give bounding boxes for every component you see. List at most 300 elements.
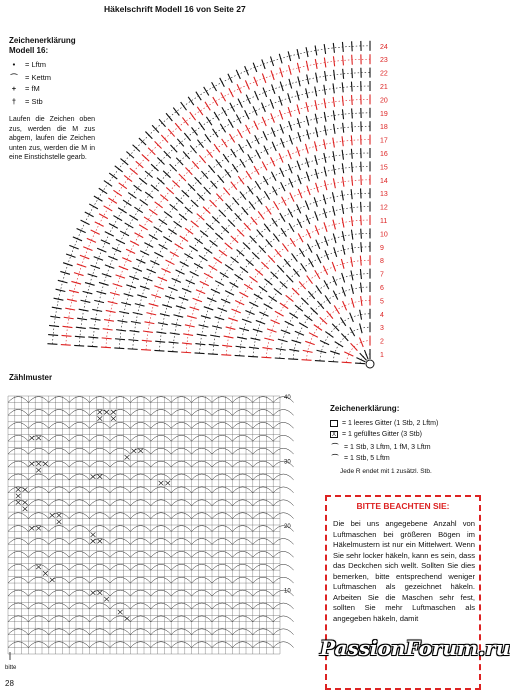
- arch-mark: [171, 564, 191, 570]
- arch-mark: [69, 487, 89, 493]
- arch-mark: [8, 397, 28, 403]
- stitch-mark: [182, 117, 188, 125]
- stitch-mark: [85, 283, 95, 286]
- arch-mark: [192, 603, 212, 609]
- stitch-mark: [297, 204, 301, 213]
- arch-mark: [130, 590, 150, 596]
- stitch-mark: [74, 273, 84, 276]
- stitch-mark: [289, 79, 292, 89]
- arch-mark: [171, 629, 191, 635]
- stitch-mark: [324, 85, 326, 95]
- stitch-mark: [182, 190, 189, 197]
- arch-mark: [273, 435, 293, 441]
- arch-mark: [212, 474, 232, 480]
- stitch-mark: [343, 69, 344, 79]
- arch-mark: [90, 513, 110, 519]
- arch-mark: [171, 616, 191, 622]
- filled-mesh: [111, 410, 116, 414]
- arch-mark: [273, 513, 293, 519]
- arch-mark: [212, 616, 232, 622]
- round-number: 9: [380, 244, 384, 252]
- arch-mark: [49, 410, 69, 416]
- round-number: 6: [380, 285, 384, 292]
- stitch-mark: [281, 330, 290, 334]
- arch-mark: [212, 487, 232, 493]
- stitch-mark: [144, 217, 152, 222]
- arch-mark: [130, 577, 150, 583]
- filled-mesh: [36, 468, 41, 472]
- arch-mark: [232, 551, 252, 557]
- arch-mark: [49, 487, 69, 493]
- arch-mark: [171, 474, 191, 480]
- arch-mark: [28, 448, 48, 454]
- arch-mark: [212, 435, 232, 441]
- slip-stitch-icon: ⌒: [10, 73, 18, 82]
- legend-item-stb: [9, 97, 43, 106]
- round-number: 15: [380, 164, 388, 172]
- stitch-mark: [163, 171, 170, 178]
- filled-mesh: [23, 507, 28, 511]
- stitch-mark: [230, 282, 239, 287]
- round-arc: [119, 113, 370, 348]
- stitch-mark: [155, 341, 165, 342]
- stitch-mark: [220, 272, 229, 277]
- arch-mark: [110, 590, 130, 596]
- arch-mark: [69, 539, 89, 545]
- arch-mark: [151, 577, 171, 583]
- stitch-mark: [126, 249, 135, 253]
- stitch-mark: [304, 315, 312, 321]
- stitch-mark: [289, 313, 297, 318]
- stitch-mark: [101, 240, 110, 244]
- stitch-mark: [180, 236, 188, 242]
- arch-mark: [273, 629, 293, 635]
- arch-mark: [171, 551, 191, 557]
- arch-mark: [192, 474, 212, 480]
- stitch-mark: [314, 325, 322, 331]
- stitch-mark: [222, 107, 227, 116]
- stitch-mark: [271, 113, 275, 122]
- stitch-mark: [253, 106, 257, 115]
- arch-mark: [151, 629, 171, 635]
- arch-mark: [253, 551, 273, 557]
- stitch-mark: [118, 321, 128, 323]
- stitch-mark: [244, 223, 251, 230]
- stitch-mark: [150, 261, 159, 265]
- arch-mark: [69, 577, 89, 583]
- arch-mark: [171, 526, 191, 532]
- arch-mark: [8, 410, 28, 416]
- arch-mark: [232, 487, 252, 493]
- arch-mark: [192, 539, 212, 545]
- stitch-mark: [245, 66, 249, 75]
- arch-mark: [69, 435, 89, 441]
- arch-mark: [232, 435, 252, 441]
- arch-mark: [253, 603, 273, 609]
- arch-mark: [232, 410, 252, 416]
- arch-mark: [192, 397, 212, 403]
- stitch-mark: [239, 144, 244, 153]
- stitch-mark: [204, 248, 212, 254]
- stitch-mark: [197, 193, 204, 200]
- arch-mark: [130, 422, 150, 428]
- stitch-mark: [267, 329, 276, 332]
- stitch-mark: [334, 305, 339, 314]
- stitch-mark: [308, 258, 313, 267]
- arch-mark: [273, 539, 293, 545]
- stitch-mark: [64, 317, 74, 319]
- arch-mark: [69, 422, 89, 428]
- arch-mark: [69, 513, 89, 519]
- filled-mesh: [36, 436, 41, 440]
- stitch-mark: [254, 77, 258, 86]
- filled-mesh: [97, 539, 102, 543]
- stitch-mark: [255, 269, 263, 275]
- stitch-mark: [219, 250, 227, 256]
- arch-mark: [130, 500, 150, 506]
- stitch-mark: [361, 283, 362, 293]
- arch-mark: [253, 461, 273, 467]
- stitch-mark: [315, 114, 317, 124]
- round-number: 14: [380, 177, 388, 185]
- stitch-mark: [148, 148, 155, 155]
- stitch-mark: [306, 158, 309, 168]
- legend-label: = Kettm: [25, 73, 52, 82]
- round-arc: [200, 193, 371, 353]
- stitch-mark: [250, 236, 257, 243]
- legend2-item-empty: [330, 420, 438, 427]
- stitch-mark: [242, 207, 248, 215]
- legend-title-line2: Modell 16:: [9, 46, 49, 55]
- round-arc: [146, 140, 370, 350]
- arch-mark: [49, 397, 69, 403]
- stitch-mark: [222, 226, 229, 233]
- stitch-mark: [325, 126, 327, 136]
- arch-mark: [90, 616, 110, 622]
- round-number: 21: [380, 84, 388, 91]
- arch-mark: [212, 513, 232, 519]
- stitch-mark: [159, 219, 167, 225]
- arch-mark: [110, 551, 130, 557]
- arch-mark: [253, 577, 273, 583]
- stitch-mark: [104, 320, 114, 322]
- stitch-mark: [299, 248, 304, 257]
- stitch-mark: [164, 151, 171, 158]
- stitch-mark: [188, 97, 194, 105]
- round-number: 18: [380, 124, 388, 132]
- arch-mark: [90, 487, 110, 493]
- arch-mark: [232, 590, 252, 596]
- stitch-mark: [144, 243, 153, 248]
- filet-grid: [6, 392, 296, 660]
- stitch-mark: [275, 249, 281, 257]
- arch-mark: [232, 500, 252, 506]
- stitch-mark: [271, 157, 275, 166]
- arch-mark: [110, 487, 130, 493]
- stitch-mark: [91, 230, 100, 234]
- arch-mark: [49, 616, 69, 622]
- stitch-mark: [192, 127, 198, 135]
- stitch-mark: [102, 274, 111, 277]
- stitch-mark: [257, 196, 263, 204]
- stitch-mark: [231, 309, 240, 313]
- stitch-mark: [196, 290, 205, 294]
- stitch-mark: [343, 55, 344, 65]
- arch-mark: [171, 513, 191, 519]
- arch-mark: [8, 435, 28, 441]
- stitch-mark: [307, 229, 311, 238]
- stitch-mark: [228, 74, 232, 83]
- arch-mark: [110, 513, 130, 519]
- stitch-mark: [204, 87, 209, 96]
- stitch-mark: [263, 88, 267, 97]
- stitch-mark: [315, 270, 320, 279]
- notice-text: Die bei uns angegebene Anzahl von Luftmaschen bei größeren Bögen im Häkelmustern ist nur ein Mittelwert. Wenn Sie sehr locker häkeln, kann es sein, dass das Deckchen sich wellt. Sollten Sie dies bemerken, bitte entsprechend weniger Luftmaschen als gezeichnet häkeln. Arbeiten Sie die Maschen sehr fest, sollten Sie mehr Luftmaschen als angegeben häkeln, damit: [333, 519, 475, 623]
- filled-mesh: [36, 565, 41, 569]
- arch-mark: [90, 603, 110, 609]
- filled-mesh: [43, 571, 48, 575]
- filled-mesh: [97, 416, 102, 420]
- arch-mark: [171, 590, 191, 596]
- arch-mark: [90, 577, 110, 583]
- arch-mark: [110, 500, 130, 506]
- filled-mesh: [23, 500, 28, 504]
- stitch-mark: [306, 215, 310, 224]
- arch-mark: [90, 397, 110, 403]
- stitch-mark: [351, 82, 352, 92]
- stitch-mark: [157, 158, 164, 165]
- stitch-mark: [190, 307, 200, 310]
- arch-mark: [8, 577, 28, 583]
- stitch-mark: [126, 152, 134, 159]
- round-number: 12: [380, 204, 388, 212]
- round-arc: [79, 73, 370, 346]
- stitch-mark: [327, 311, 333, 319]
- single-crochet-icon: +: [11, 84, 17, 93]
- stitch-mark: [170, 204, 178, 210]
- stitch-mark: [62, 335, 72, 336]
- legend2-label: = 1 Stb, 5 Lftm: [344, 454, 390, 462]
- arch-mark: [273, 551, 293, 557]
- arch-mark: [110, 422, 130, 428]
- legend2-item-filled: [330, 431, 422, 438]
- arch-mark: [212, 397, 232, 403]
- arch-mark: [110, 526, 130, 532]
- arch-mark: [49, 603, 69, 609]
- arch-mark: [69, 564, 89, 570]
- arch-mark: [28, 616, 48, 622]
- double-crochet-icon: †: [11, 97, 17, 106]
- stitch-mark: [261, 262, 268, 269]
- stitch-mark: [194, 263, 203, 268]
- arch-mark: [8, 590, 28, 596]
- arch-mark: [171, 435, 191, 441]
- stitch-mark: [66, 254, 75, 257]
- stitch-mark: [352, 95, 353, 105]
- arch-mark: [171, 603, 191, 609]
- arch-mark: [232, 526, 252, 532]
- stitch-mark: [231, 149, 236, 157]
- arch-mark: [8, 474, 28, 480]
- arch-mark: [69, 629, 89, 635]
- arch-mark: [151, 500, 171, 506]
- stitch-mark: [80, 255, 89, 259]
- legend-item-lftm: [9, 60, 46, 69]
- arch-mark: [130, 603, 150, 609]
- stitch-mark: [131, 322, 141, 324]
- arch-mark: [253, 513, 273, 519]
- stitch-mark: [351, 203, 352, 213]
- stitch-mark: [280, 281, 287, 288]
- arch-mark: [212, 539, 232, 545]
- arch-mark: [212, 564, 232, 570]
- arch-mark: [8, 564, 28, 570]
- watermark-logo: PassionForum.ru: [320, 636, 510, 660]
- arch-mark: [8, 551, 28, 557]
- arch-mark: [69, 474, 89, 480]
- stitch-mark: [308, 291, 314, 299]
- arch-mark: [192, 590, 212, 596]
- stitch-mark: [115, 339, 125, 340]
- legend-label: = Stb: [25, 97, 43, 106]
- stitch-mark: [235, 301, 244, 305]
- stitch-mark: [333, 43, 334, 53]
- round-number: 3: [380, 325, 384, 333]
- stitch-mark: [109, 173, 117, 179]
- stitch-mark: [134, 233, 143, 238]
- stitch-mark: [262, 103, 266, 112]
- arch-mark: [212, 500, 232, 506]
- arch-mark: [49, 448, 69, 454]
- filled-mesh: [43, 462, 48, 466]
- arch-mark: [49, 642, 69, 648]
- arch-mark: [232, 461, 252, 467]
- chain-stitch-icon: •: [12, 60, 16, 69]
- stitch-mark: [149, 235, 158, 240]
- filled-mesh: [91, 474, 96, 478]
- stitch-mark: [332, 324, 339, 331]
- arch-mark: [171, 487, 191, 493]
- stitch-mark: [180, 262, 189, 267]
- stitch-mark: [149, 209, 157, 215]
- notice-box: [325, 495, 481, 690]
- arch-mark: [28, 397, 48, 403]
- round-arc: [240, 233, 370, 355]
- stitch-mark: [333, 276, 337, 285]
- arch-mark: [130, 629, 150, 635]
- stitch-mark: [272, 186, 277, 195]
- stitch-mark: [222, 139, 228, 147]
- arch-mark: [28, 642, 48, 648]
- arch-mark: [49, 629, 69, 635]
- arch-mark: [151, 487, 171, 493]
- stitch-mark: [351, 149, 352, 159]
- arch-mark: [151, 435, 171, 441]
- stitch-mark: [299, 281, 306, 289]
- arch-mark: [130, 526, 150, 532]
- stitch-mark: [271, 272, 278, 279]
- round-number: 7: [380, 271, 384, 279]
- arch-mark: [130, 564, 150, 570]
- stitch-mark: [185, 207, 193, 213]
- arch-mark: [90, 564, 110, 570]
- arch-mark: [232, 397, 252, 403]
- stitch-mark: [280, 303, 288, 309]
- filled-mesh: [97, 591, 102, 595]
- stitch-mark: [206, 117, 212, 125]
- arch-mark: [273, 500, 293, 506]
- stitch-mark: [222, 345, 232, 346]
- stitch-mark: [352, 41, 353, 51]
- stitch-mark: [159, 244, 168, 249]
- arch-mark: [90, 435, 110, 441]
- stitch-mark: [255, 135, 259, 144]
- stitch-mark: [307, 186, 310, 195]
- filled-mesh: [57, 513, 62, 517]
- stitch-mark: [134, 207, 142, 213]
- arch-mark: [232, 577, 252, 583]
- arch-mark: [28, 513, 48, 519]
- stitch-mark: [254, 166, 259, 175]
- arch-mark: [232, 448, 252, 454]
- stitch-mark: [172, 278, 181, 282]
- legend2-item-loop: [330, 453, 390, 463]
- stitch-mark: [50, 316, 60, 317]
- arch-mark: [90, 422, 110, 428]
- arch-mark: [212, 603, 232, 609]
- stitch-mark: [161, 135, 168, 142]
- stitch-mark: [272, 218, 278, 226]
- stitch-mark: [171, 324, 181, 326]
- stitch-mark: [232, 164, 238, 172]
- stitch-mark: [177, 139, 184, 147]
- arch-mark: [90, 500, 110, 506]
- stitch-mark: [236, 115, 241, 124]
- filled-mesh: [36, 526, 41, 530]
- stitch-mark: [237, 250, 245, 257]
- stitch-mark: [184, 254, 193, 259]
- row-note: Jede R endet mit 1 zusätzl. Stb.: [340, 468, 432, 475]
- stitch-mark: [314, 197, 317, 206]
- legend2-label: = 1 Stb, 3 Lftm, 1 fM, 3 Lftm: [344, 443, 431, 451]
- arch-mark: [273, 616, 293, 622]
- stitch-mark: [333, 97, 334, 107]
- stitch-mark: [120, 159, 128, 165]
- stitch-mark: [94, 196, 103, 201]
- stitch-mark: [152, 125, 159, 132]
- legend2-title: Zeichenerklärung:: [330, 404, 400, 413]
- stitch-mark: [87, 238, 96, 242]
- stitch-mark: [297, 147, 300, 156]
- arch-mark: [110, 629, 130, 635]
- arch-mark: [130, 616, 150, 622]
- stitch-mark: [216, 194, 223, 201]
- round-arc: [106, 99, 370, 347]
- arch-mark: [28, 590, 48, 596]
- arch-mark: [253, 487, 273, 493]
- arch-mark: [151, 551, 171, 557]
- arch-mark: [151, 461, 171, 467]
- arch-mark: [171, 539, 191, 545]
- filled-mesh: [111, 416, 116, 420]
- stitch-mark: [323, 266, 327, 275]
- arch-mark: [49, 461, 69, 467]
- arch-mark: [151, 590, 171, 596]
- round-number: 20: [380, 97, 388, 105]
- stitch-mark: [231, 236, 238, 243]
- stitch-mark: [123, 200, 131, 206]
- row-tick-label: 40: [284, 395, 291, 401]
